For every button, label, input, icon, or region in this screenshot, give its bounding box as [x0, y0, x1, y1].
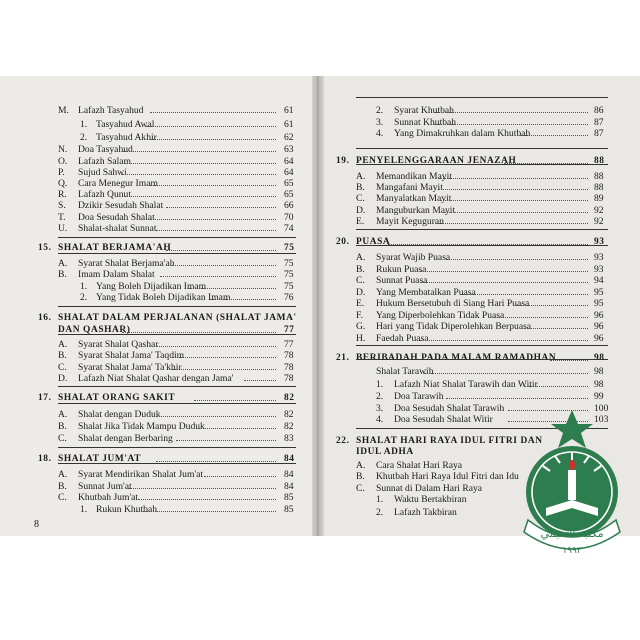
- toc-entry-page: 76: [284, 292, 294, 303]
- toc-entry-title: Lafazh Niat Shalat Tarawih dan Witir: [394, 379, 538, 390]
- section-rule: [356, 245, 608, 246]
- toc-entry-title: IDUL ADHA: [356, 447, 414, 457]
- toc-entry-marker: A.: [58, 409, 68, 420]
- toc-entry-title: Yang Membatalkan Puasa: [376, 287, 476, 298]
- toc-entry-title: Mayit Keguguran: [376, 216, 444, 227]
- toc-entry-page: 95: [594, 287, 604, 298]
- toc-entry-page: 88: [594, 156, 605, 166]
- toc-entry-page: 82: [284, 409, 294, 420]
- toc-entry-marker: A.: [356, 171, 366, 182]
- toc-entry-page: 70: [284, 212, 294, 223]
- toc-entry-marker: P.: [58, 167, 65, 178]
- toc-entry-page: 84: [284, 454, 295, 464]
- toc-entry-marker: 1.: [376, 379, 384, 390]
- toc-entry-page: 61: [284, 105, 294, 116]
- toc-leader-dots: [520, 135, 588, 136]
- toc-entry-title: Lafazh Tasyahud: [78, 105, 144, 116]
- toc-entry-marker: 18.: [38, 454, 52, 464]
- toc-entry-marker: Q.: [58, 178, 68, 189]
- toc-entry-page: 62: [284, 132, 294, 143]
- toc-leader-dots: [424, 373, 588, 374]
- toc-entry-marker: C.: [58, 492, 67, 503]
- toc-entry-page: 84: [284, 469, 294, 480]
- section-rule: [356, 148, 608, 149]
- toc-entry-page: 89: [594, 193, 604, 204]
- toc-entry-title: Syarat Shalat Berjama'ah: [78, 258, 175, 269]
- toc-entry-title: Doa Tasyahud: [78, 144, 133, 155]
- toc-entry-marker: B.: [58, 481, 67, 492]
- toc-entry-title: SHALAT ORANG SAKIT: [58, 393, 176, 403]
- toc-entry: [0, 117, 640, 128]
- toc-entry: [0, 391, 640, 402]
- toc-entry-page: 87: [594, 128, 604, 139]
- toc-entry-marker: E.: [356, 216, 365, 227]
- toc-entry-title: Sujud Sahwi: [78, 167, 127, 178]
- toc-entry: [0, 182, 640, 193]
- toc-entry-marker: 1.: [80, 504, 88, 515]
- toc-entry-marker: A.: [58, 258, 68, 269]
- toc-entry-page: 93: [594, 237, 605, 247]
- toc-entry-marker: B.: [58, 421, 67, 432]
- toc-entry-marker: 22.: [336, 436, 350, 446]
- toc-entry-title: Sunnat di Dalam Hari Raya: [376, 483, 483, 494]
- toc-entry: [0, 321, 640, 332]
- toc-leader-dots: [446, 398, 588, 399]
- toc-entry-page: 84: [284, 481, 294, 492]
- toc-entry-title: Shalat Tarawih: [376, 366, 434, 377]
- toc-entry-page: 78: [284, 373, 294, 384]
- toc-entry-marker: B.: [356, 264, 365, 275]
- section-rule: [356, 345, 608, 346]
- toc-entry-title: Lafazh Takbiran: [394, 507, 457, 518]
- toc-entry-page: 75: [284, 269, 294, 280]
- toc-entry-page: 83: [284, 433, 294, 444]
- toc-entry-title: Lafazh Niat Shalat Qashar dengan Jama': [78, 373, 234, 384]
- toc-entry-title: BERIBADAH PADA MALAM RAMADHAN: [356, 353, 557, 363]
- toc-leader-dots: [198, 428, 276, 429]
- toc-entry-page: 85: [284, 492, 294, 503]
- toc-leader-dots: [516, 305, 588, 306]
- toc-entry-title: Yang Diperbolehkan Tidak Puasa: [376, 310, 505, 321]
- toc-entry-title: Rukun Khutbah: [96, 504, 158, 515]
- toc-entry-title: Yang Tidak Boleh Dijadikan Imam: [96, 292, 231, 303]
- toc-entry-title: SHALAT BERJAMA'AH: [58, 243, 172, 253]
- toc-entry-marker: 20.: [336, 237, 350, 247]
- toc-entry: [0, 193, 640, 204]
- toc-entry-title: Mangafani Mayit: [376, 182, 443, 193]
- toc-entry-title: Lafazh Salam: [78, 156, 132, 167]
- toc-entry-page: 66: [284, 200, 294, 211]
- toc-entry: [0, 171, 640, 182]
- toc-entry-marker: U.: [58, 223, 68, 234]
- toc-entry-page: 78: [284, 362, 294, 373]
- toc-entry-page: 64: [284, 167, 294, 178]
- toc-leader-dots: [122, 151, 276, 152]
- toc-entry-marker: C.: [356, 483, 365, 494]
- toc-entry-page: 88: [594, 182, 604, 193]
- toc-entry-marker: 2.: [376, 105, 384, 116]
- toc-entry-marker: O.: [58, 156, 68, 167]
- toc-entry-page: 98: [594, 353, 605, 363]
- toc-leader-dots: [440, 200, 588, 201]
- toc-entry-page: 78: [284, 350, 294, 361]
- toc-entry-page: 82: [284, 421, 294, 432]
- toc-entry: [0, 298, 640, 309]
- toc-leader-dots: [166, 250, 276, 251]
- toc-entry-marker: D.: [356, 205, 366, 216]
- toc-entry-marker: B.: [58, 350, 67, 361]
- toc-entry-title: Shalat-shalat Sunnat: [78, 223, 157, 234]
- toc-entry-page: 65: [284, 178, 294, 189]
- toc-entry-title: Shalat dengan Berbaring: [78, 433, 173, 444]
- toc-entry: [0, 156, 640, 167]
- toc-entry: [0, 275, 640, 286]
- toc-entry-title: Cara Menegur Imam: [78, 178, 158, 189]
- toc-entry-title: Sunnat Khutbah: [394, 117, 457, 128]
- toc-entry-title: Khutbah Jum'at: [78, 492, 139, 503]
- toc-entry-page: 86: [594, 105, 604, 116]
- toc-entry-marker: A.: [356, 460, 366, 471]
- toc-entry-page: 98: [594, 379, 604, 390]
- toc-entry-title: Rukun Puasa: [376, 264, 427, 275]
- toc-entry-title: Imam Dalam Shalat: [78, 269, 155, 280]
- toc-entry-marker: 3.: [376, 403, 384, 414]
- toc-leader-dots: [420, 282, 588, 283]
- toc-entry-marker: R.: [58, 189, 67, 200]
- toc-entry-marker: M.: [58, 105, 69, 116]
- toc-entry-page: 92: [594, 216, 604, 227]
- toc-entry-page: 75: [284, 243, 295, 253]
- toc-entry-page: 87: [594, 117, 604, 128]
- toc-entry-page: 75: [284, 258, 294, 269]
- section-rule: [356, 97, 608, 98]
- toc-leader-dots: [460, 294, 588, 295]
- toc-entry-marker: 2.: [80, 132, 88, 143]
- toc-entry-marker: H.: [356, 333, 366, 344]
- toc-entry-page: 95: [594, 298, 604, 309]
- toc-entry-title: Syarat Khutbah: [394, 105, 454, 116]
- toc-entry-page: 96: [594, 321, 604, 332]
- toc-entry-page: 64: [284, 156, 294, 167]
- toc-entry-title: Khutbah Hari Raya Idul Fitri dan Idu: [376, 471, 519, 482]
- toc-entry-marker: G.: [356, 321, 366, 332]
- toc-entry-title: Doa Sesudah Shalat Tarawih: [394, 403, 505, 414]
- toc-entry-title: Faedah Puasa: [376, 333, 429, 344]
- toc-entry-marker: T.: [58, 212, 66, 223]
- toc-entry-marker: 16.: [38, 313, 52, 323]
- toc-leader-dots: [438, 178, 588, 179]
- toc-entry-page: 93: [594, 252, 604, 263]
- toc-entry-title: PENYELENGGARAAN JENAZAH: [356, 156, 517, 166]
- toc-entry-marker: E.: [356, 298, 365, 309]
- toc-entry-title: Hari yang Tidak Diperolehkan Berpuasa: [376, 321, 532, 332]
- toc-entry-marker: 1.: [376, 494, 384, 505]
- toc-leader-dots: [150, 139, 276, 140]
- toc-entry-title: Yang Dimakruhkan dalam Khutbah: [394, 128, 531, 139]
- toc-leader-dots: [438, 189, 588, 190]
- toc-entry: [0, 366, 640, 377]
- toc-entry-title: Dzikir Sesudah Shalat: [78, 200, 164, 211]
- toc-leader-dots: [524, 328, 588, 329]
- toc-entry-title: PUASA: [356, 237, 391, 247]
- toc-entry-marker: 15.: [38, 243, 52, 253]
- toc-entry-marker: A.: [356, 252, 366, 263]
- toc-entry-marker: C.: [58, 433, 67, 444]
- toc-entry-marker: B.: [356, 471, 365, 482]
- toc-entry-marker: 2.: [376, 391, 384, 402]
- toc-entry-title: DAN QASHAR): [58, 325, 131, 335]
- toc-entry-marker: 3.: [376, 117, 384, 128]
- toc-entry-page: 74: [284, 223, 294, 234]
- toc-entry-page: 63: [284, 144, 294, 155]
- toc-entry-title: Syarat Shalat Qashar: [78, 339, 159, 350]
- toc-entry: [0, 205, 640, 216]
- toc-leader-dots: [446, 259, 588, 260]
- toc-entry-title: Memandikan Mayit: [376, 171, 452, 182]
- toc-leader-dots: [494, 317, 588, 318]
- toc-entry: [0, 105, 640, 116]
- toc-entry-title: Syarat Shalat Jama' Ta'khir: [78, 362, 182, 373]
- toc-entry-page: 99: [594, 391, 604, 402]
- toc-entry-marker: B.: [356, 182, 365, 193]
- toc-entry-title: Lafazh Qunut: [78, 189, 132, 200]
- toc-leader-dots: [550, 360, 588, 361]
- section-rule: [356, 164, 608, 165]
- toc-entry-page: 85: [284, 504, 294, 515]
- toc-entry-page: 82: [284, 393, 295, 403]
- toc-entry-title: Doa Tarawih: [394, 391, 444, 402]
- toc-leader-dots: [434, 112, 588, 113]
- toc-entry-title: Manguburkan Mayit: [376, 205, 456, 216]
- toc-entry-marker: 1.: [80, 281, 88, 292]
- toc-entry-marker: 1.: [80, 119, 88, 130]
- toc-entry-title: SHALAT HARI RAYA IDUL FITRI DAN: [356, 436, 543, 446]
- toc-entry-page: 100: [594, 403, 609, 414]
- page-number: 8: [34, 519, 39, 530]
- candle-icon: [568, 470, 576, 500]
- toc-entry-page: 98: [594, 366, 604, 377]
- toc-entry-marker: C.: [356, 193, 365, 204]
- toc-entry-title: Waktu Bertakbiran: [394, 494, 467, 505]
- toc-entry-page: 94: [594, 275, 604, 286]
- toc-entry-page: 103: [594, 414, 609, 425]
- toc-entry-title: Doa Sesudah Shalat Witir: [394, 414, 493, 425]
- toc-entry-title: Manyalatkan Mayit: [376, 193, 452, 204]
- toc-leader-dots: [156, 346, 276, 347]
- toc-entry-marker: A.: [58, 339, 68, 350]
- toc-entry-title: Sunnat Jum'at: [78, 481, 132, 492]
- toc-leader-dots: [420, 271, 588, 272]
- toc-entry-marker: 4.: [376, 414, 384, 425]
- toc-entry: [0, 287, 640, 298]
- toc-entry-marker: S.: [58, 200, 66, 211]
- toc-entry-marker: B.: [58, 269, 67, 280]
- toc-entry-title: Cara Shalat Hari Raya: [376, 460, 463, 471]
- toc-entry-marker: 2.: [80, 292, 88, 303]
- toc-entry-marker: 17.: [38, 393, 52, 403]
- toc-leader-dots: [156, 230, 276, 231]
- toc-entry: [0, 333, 640, 344]
- toc-entry: [0, 310, 640, 321]
- toc-entry: [0, 264, 640, 275]
- toc-entry-marker: 2.: [376, 507, 384, 518]
- toc-entry-marker: N.: [58, 144, 68, 155]
- star-icon: [551, 410, 593, 448]
- toc-leader-dots: [444, 212, 588, 213]
- toc-entry-marker: 4.: [376, 128, 384, 139]
- toc-entry-marker: 19.: [336, 156, 350, 166]
- toc-entry: [0, 252, 640, 263]
- toc-entry-page: 65: [284, 189, 294, 200]
- toc-entry-title: Yang Boleh Dijadikan Imam: [96, 281, 207, 292]
- publisher-logo: [506, 408, 638, 558]
- toc-entry-title: Sunnat Puasa: [376, 275, 428, 286]
- toc-entry-title: Doa Sesudah Shalat: [78, 212, 155, 223]
- toc-leader-dots: [524, 386, 588, 387]
- toc-entry-page: 92: [594, 205, 604, 216]
- toc-entry-page: 88: [594, 171, 604, 182]
- toc-entry-marker: C.: [356, 275, 365, 286]
- toc-entry-page: 96: [594, 333, 604, 344]
- toc-entry-title: Shalat dengan Duduk: [78, 409, 161, 420]
- toc-entry-page: 77: [284, 325, 295, 335]
- toc-entry-title: Syarat Wajib Puasa: [376, 252, 451, 263]
- toc-leader-dots: [436, 223, 588, 224]
- logo-arabic-text: مكتبة التميمي: [540, 527, 604, 540]
- toc-entry-page: 77: [284, 339, 294, 350]
- toc-entry-title: Syarat Shalat Jama' Taqdim: [78, 350, 185, 361]
- logo-year-text: ١٩٩٣: [562, 546, 582, 556]
- section-rule: [356, 359, 608, 360]
- toc-entry-page: 96: [594, 310, 604, 321]
- toc-entry-title: SHALAT DALAM PERJALANAN (SHALAT JAMA': [58, 313, 297, 323]
- toc-entry: [0, 216, 640, 227]
- toc-entry-marker: C.: [58, 362, 67, 373]
- toc-entry-title: Tasyahud Awal: [96, 119, 155, 130]
- toc-entry-title: Syarat Mendirikan Shalat Jum'at: [78, 469, 204, 480]
- toc-entry-title: Shalat Jika Tidak Mampu Duduk: [78, 421, 205, 432]
- toc-entry: [0, 144, 640, 155]
- toc-entry-page: 93: [594, 264, 604, 275]
- toc-entry-title: SHALAT JUM'AT: [58, 454, 142, 464]
- toc-entry-marker: F.: [356, 310, 363, 321]
- toc-entry-page: 75: [284, 281, 294, 292]
- toc-entry: [0, 128, 640, 139]
- toc-entry: [0, 379, 640, 390]
- toc-entry-title: Tasyahud Akhir: [96, 132, 157, 143]
- toc-entry-page: 61: [284, 119, 294, 130]
- toc-leader-dots: [434, 124, 588, 125]
- toc-entry: [0, 237, 640, 248]
- toc-entry-marker: D.: [356, 287, 366, 298]
- toc-entry-title: Hukum Bersetubuh di Siang Hari Puasa: [376, 298, 530, 309]
- toc-entry-marker: D.: [58, 373, 68, 384]
- toc-entry-marker: A.: [58, 469, 68, 480]
- toc-leader-dots: [420, 340, 588, 341]
- toc-entry-marker: 21.: [336, 353, 350, 363]
- section-rule: [356, 229, 608, 230]
